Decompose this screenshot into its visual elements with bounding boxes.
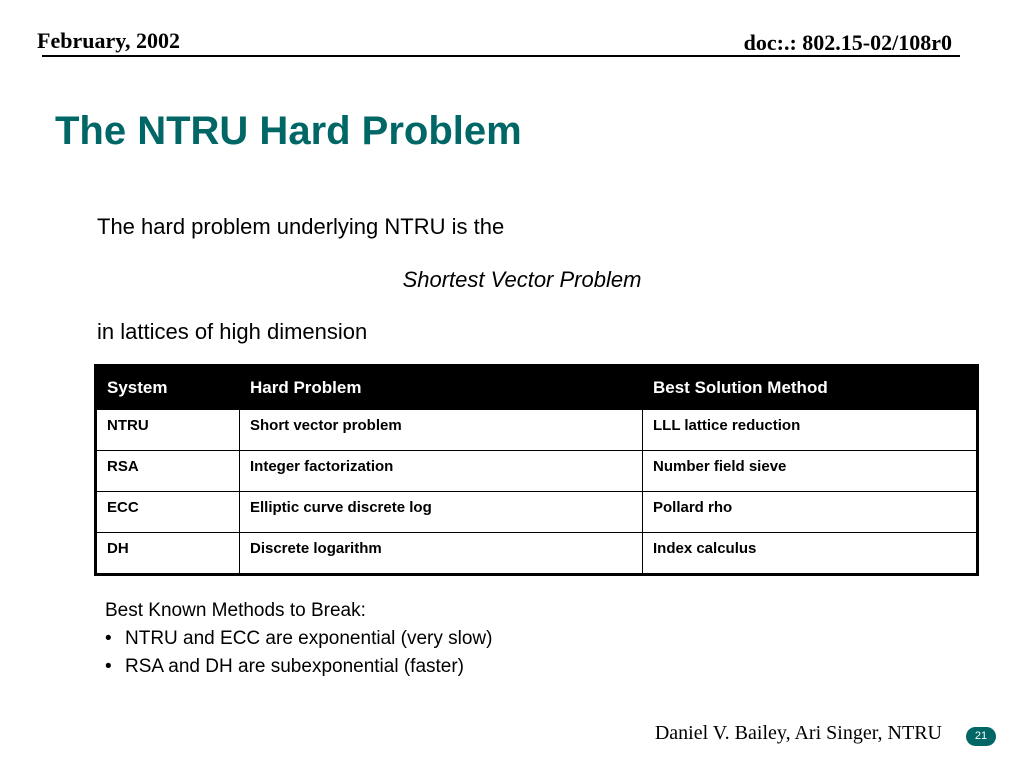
table-row [96, 533, 978, 575]
table-cell-best-solution: Index calculus [643, 533, 978, 575]
table-cell-system: RSA [96, 451, 240, 492]
list-item [105, 653, 492, 681]
table-cell-hard-problem: Integer factorization [240, 451, 643, 492]
notes-list [105, 625, 492, 681]
note-text: RSA and DH are subexponential (faster) [125, 656, 465, 677]
bullet-icon: • [105, 628, 112, 649]
footer-credit: Daniel V. Bailey, Ari Singer, NTRU [654, 722, 942, 744]
header-doc-id: doc:.: 802.15-02/108r0 [743, 30, 952, 55]
table-cell-best-solution: LLL lattice reduction [643, 410, 978, 451]
table-row [96, 492, 978, 533]
note-text: NTRU and ECC are exponential (very slow) [125, 628, 493, 649]
header-date: February, 2002 [37, 28, 180, 53]
comparison-table [94, 364, 979, 576]
table-row [96, 410, 978, 451]
intro-line-1: The hard problem underlying NTRU is the [97, 214, 505, 239]
table-cell-best-solution: Pollard rho [643, 492, 978, 533]
table-cell-hard-problem: Short vector problem [240, 410, 643, 451]
list-item [105, 625, 492, 653]
header-divider [42, 55, 960, 57]
intro-line-3: in lattices of high dimension [97, 319, 368, 344]
table-cell-system: DH [96, 533, 240, 575]
table-cell-system: ECC [96, 492, 240, 533]
table-cell-best-solution: Number field sieve [643, 451, 978, 492]
page-number-badge: 21 [966, 727, 996, 746]
notes-block [105, 597, 492, 681]
table-header-row [96, 366, 978, 410]
column-header-system: System [96, 366, 240, 410]
table-cell-hard-problem: Discrete logarithm [240, 533, 643, 575]
table-cell-system: NTRU [96, 410, 240, 451]
column-header-hard-problem: Hard Problem [240, 366, 643, 410]
intro-line-2: Shortest Vector Problem [402, 267, 642, 292]
table-row [96, 451, 978, 492]
bullet-icon: • [105, 656, 112, 677]
slide-title: The NTRU Hard Problem [55, 109, 522, 153]
table-cell-hard-problem: Elliptic curve discrete log [240, 492, 643, 533]
notes-heading: Best Known Methods to Break: [105, 600, 366, 621]
column-header-best-solution: Best Solution Method [643, 366, 978, 410]
